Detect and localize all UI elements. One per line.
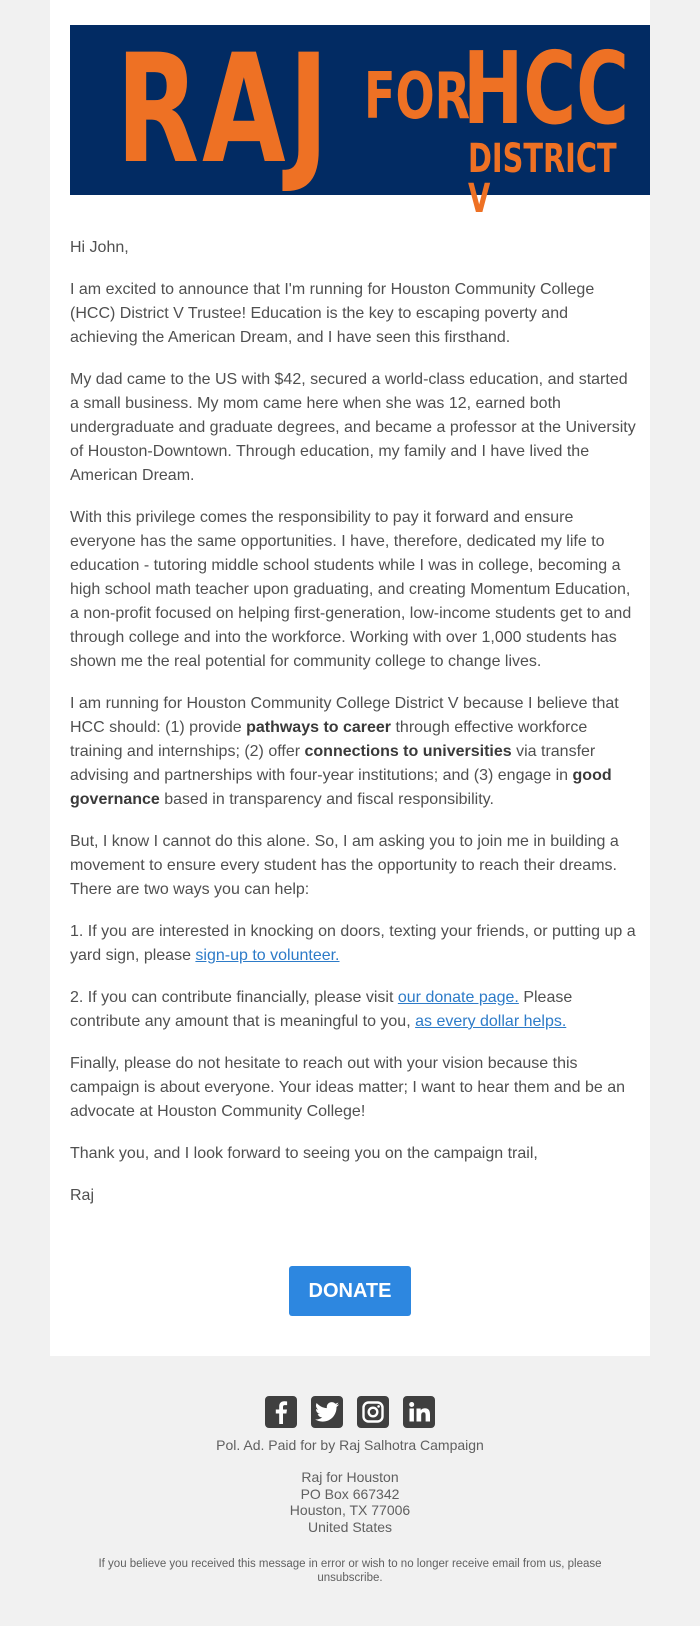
paragraph-closing: Finally, please do not hesitate to reach out with your vision because this campaign is about everyone. Your ideas matter; I want to hear them and be an advocate at Houston Community College! <box>70 1055 626 1120</box>
volunteer-text: 1. If you are interested in knocking on doors, texting your friends, or putting up a yard sign, please <box>70 923 636 964</box>
social-links <box>265 1396 435 1428</box>
banner-district: DISTRICT V <box>468 136 617 222</box>
paragraph-ask: But, I know I cannot do this alone. So, I am asking you to join me in building a movement to ensure every student has the opportunity to reach their dreams. There are two ways you can help: <box>70 833 619 898</box>
platform-bold-pathways: pathways to career <box>246 719 392 736</box>
paragraph-contribute <box>70 986 636 1034</box>
facebook-icon[interactable] <box>265 1396 297 1428</box>
campaign-banner <box>70 23 650 222</box>
paragraph-thanks: Thank you, and I look forward to seeing you on the campaign trail, <box>70 1145 538 1162</box>
unsubscribe-notice[interactable]: If you believe you received this message in error or wish to no longer receive email from us, please unsubscribe. <box>98 1558 602 1584</box>
paragraph-family: My dad came to the US with $42, secured a world-class education, and started a small business. My mom came here when she was 12, earned both undergraduate and graduate degrees, and became a professor at the University of Houston-Downtown. Through education, my family and I have lived the American Dream. <box>70 371 636 484</box>
email-card <box>50 0 650 1356</box>
address-country: United States <box>307 1518 393 1535</box>
linkedin-icon[interactable] <box>403 1396 435 1428</box>
contribute-text-2: Please contribute any amount that is meaningful to you, <box>70 989 573 1030</box>
donate-button[interactable]: DONATE <box>289 1266 411 1316</box>
paragraph-announcement: I am excited to announce that I'm running for Houston Community College (HCC) District V Trustee! Education is the key to escaping poverty and achieving the American Dream, and I have seen this firsthand. <box>70 281 595 346</box>
platform-text-3: via transfer advising and partnerships with four-year institutions; and (3) engage in <box>70 743 596 784</box>
platform-text-1: I am running for Houston Community College District V because I believe that HCC should: (1) provide <box>70 695 619 736</box>
twitter-icon[interactable] <box>311 1396 343 1428</box>
paragraph-volunteer <box>70 920 636 968</box>
platform-text-4: based in transparency and fiscal responsibility. <box>159 791 494 808</box>
banner-raj: RAJ <box>116 23 332 197</box>
signature: Raj <box>70 1187 95 1204</box>
address-line1: PO Box 667342 <box>300 1485 400 1502</box>
platform-bold-connections: connections to universities <box>304 743 512 760</box>
donate-page-link[interactable]: our donate page. <box>397 989 519 1006</box>
volunteer-link[interactable]: sign-up to volunteer. <box>195 947 340 964</box>
every-dollar-link[interactable]: as every dollar helps. <box>415 1013 567 1030</box>
letter-body <box>70 236 636 1226</box>
address-name: Raj for Houston <box>301 1469 399 1485</box>
banner-hcc: HCC <box>463 30 629 147</box>
banner-for: FOR <box>364 60 471 134</box>
contribute-text-1: 2. If you can contribute financially, please visit <box>70 989 398 1006</box>
address-line2: Houston, TX 77006 <box>289 1502 411 1518</box>
paragraph-privilege: With this privilege comes the responsibility to pay it forward and ensure everyone has the same opportunities. I have, therefore, dedicated my life to education - tutoring middle school students while I was in college, becoming a high school math teacher upon graduating, and creating Momentum Education, a non-profit focused on helping first-generation, low-income students get to and through college and into the workforce. Working with over 1,000 students has shown me the real potential for community college to change lives. <box>70 509 632 670</box>
paragraph-platform <box>70 692 636 812</box>
instagram-icon[interactable] <box>357 1396 389 1428</box>
platform-bold-governance: good governance <box>70 767 612 808</box>
platform-text-2: through effective workforce training and internships; (2) offer <box>70 719 588 760</box>
mailing-address <box>0 1469 700 1535</box>
paid-for-disclaimer: Pol. Ad. Paid for by Raj Salhotra Campaign <box>216 1437 484 1453</box>
greeting: Hi John, <box>70 239 129 256</box>
